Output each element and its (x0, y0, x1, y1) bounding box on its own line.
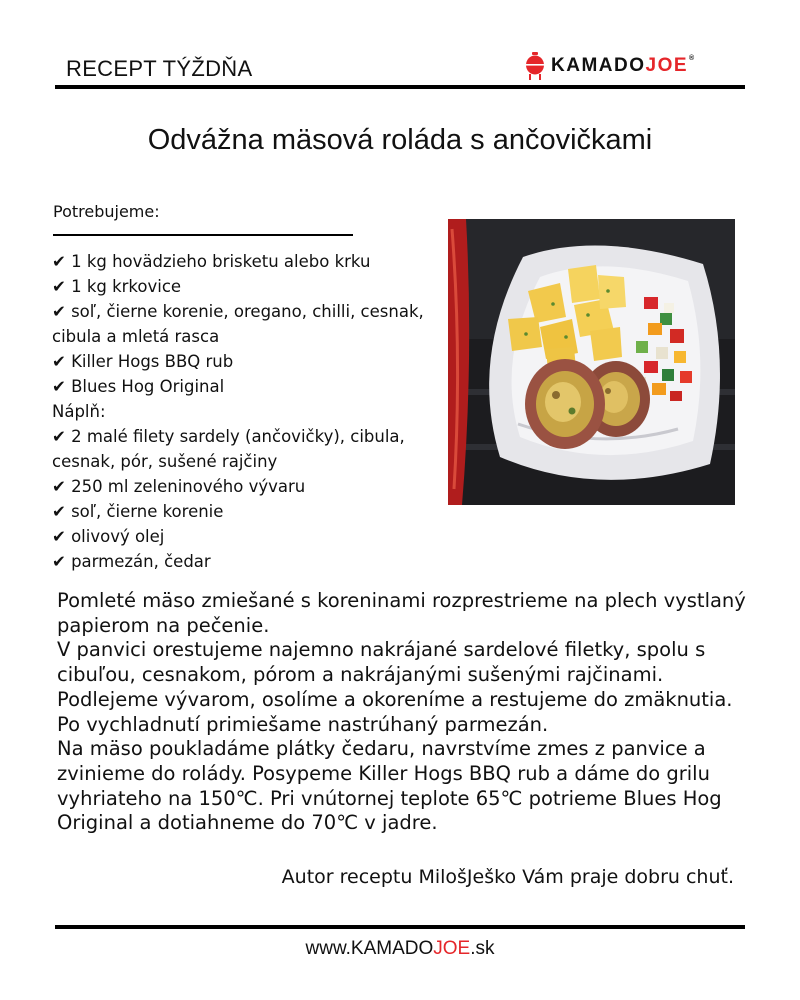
page-header-title: RECEPT TÝŽDŇA (66, 56, 253, 81)
logo-registered-mark: ® (689, 55, 696, 62)
ingredient-item: ✔ parmezán, čedar (52, 552, 211, 571)
method-paragraph: V panvici orestujeme najemno nakrájané sardelové filetky, spolu s cibuľou, cesnakom, pórom a nakrájanými sušenými rajčinami. Podlejeme vývarom, osolíme a okoreníme a restujeme do zmäknutia. Po vychladnutí primiešame nastrúhaný parmezán. (57, 638, 733, 736)
kamado-joe-logo (525, 52, 696, 80)
filling-heading: Náplň: (52, 402, 106, 421)
method-text (57, 589, 757, 836)
dish-illustration (448, 219, 735, 505)
footer-url-suffix: .sk (470, 938, 495, 959)
ingredient-item: ✔ 1 kg hovädzieho brisketu alebo krku (52, 252, 371, 271)
dish-photo (448, 219, 735, 505)
ingredient-item: ✔ olivový olej (52, 527, 165, 546)
logo-word-joe: JOE (645, 55, 689, 76)
ingredient-item: ✔ Killer Hogs BBQ rub (52, 352, 234, 371)
kamado-grill-icon (525, 52, 545, 80)
method-paragraph: Pomleté mäso zmiešané s koreninami rozprestrieme na plech vystlaný papierom na pečenie. (57, 589, 746, 637)
ingredient-item: ✔ 250 ml zeleninového vývaru (52, 477, 306, 496)
footer-url-prefix: www.KAMADO (305, 938, 434, 959)
footer-website-link[interactable] (0, 938, 800, 960)
ingredients-divider (53, 234, 353, 236)
ingredients-list (52, 249, 432, 574)
ingredient-item: ✔ Blues Hog Original (52, 377, 225, 396)
ingredient-item: ✔ 1 kg krkovice (52, 277, 182, 296)
ingredient-item: ✔ soľ, čierne korenie, oregano, chilli, cesnak, cibula a mletá rasca (52, 302, 424, 346)
ingredient-item: ✔ 2 malé filety sardely (ančovičky), cibula, cesnak, pór, sušené rajčiny (52, 427, 405, 471)
author-credit: Autor receptu MilošJeško Vám praje dobru chuť. (281, 866, 734, 888)
footer-divider (55, 925, 745, 929)
header-divider (55, 85, 745, 89)
ingredients-heading: Potrebujeme: (53, 202, 160, 221)
method-paragraph: Na mäso poukladáme plátky čedaru, navrstvíme zmes z panvice a zvinieme do rolády. Posypeme Killer Hogs BBQ rub a dáme do grilu vyhriateho na 150℃. Pri vnútornej teplote 65℃ potrieme Blues Hog Original a dotiahneme do 70℃ v jadre. (57, 737, 722, 835)
logo-wordmark (551, 55, 696, 77)
footer-url-accent: JOE (433, 938, 471, 959)
logo-word-kamado: KAMADO (551, 55, 646, 76)
recipe-title: Odvážna mäsová roláda s ančovičkami (147, 124, 653, 156)
ingredient-item: ✔ soľ, čierne korenie (52, 502, 224, 521)
